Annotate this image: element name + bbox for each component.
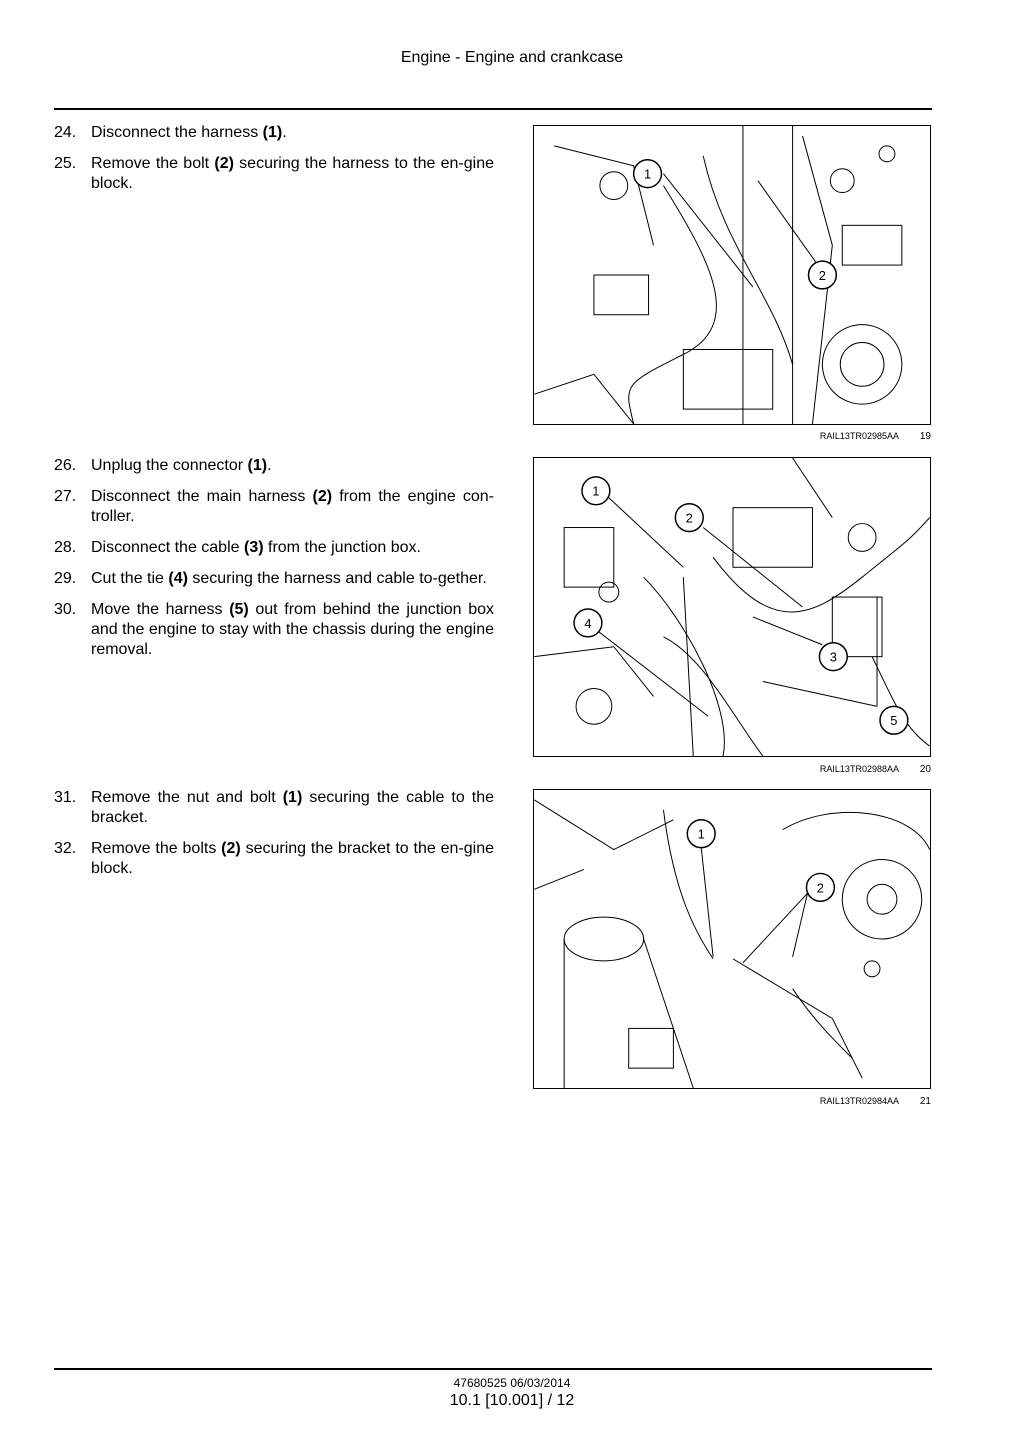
svg-text:3: 3	[829, 649, 837, 665]
step-31: 31. Remove the nut and bolt (1) securing the cable to the bracket.	[54, 789, 495, 826]
step-29: 29. Cut the tie (4) securing the harness and cable to-gether.	[54, 570, 487, 587]
figure-20-caption: RAIL13TR02988AA 20	[819, 764, 931, 775]
svg-text:4: 4	[584, 615, 592, 631]
figure-20-callout-5	[880, 706, 908, 734]
figure-20-callout-4	[574, 609, 602, 637]
svg-text:1: 1	[592, 483, 600, 499]
steps-group-2	[54, 456, 494, 671]
figure-20-callout-3	[819, 643, 847, 671]
step-28: 28. Disconnect the cable (3) from the junction box.	[54, 539, 421, 556]
step-32: 32. Remove the bolts (2) securing the bracket to the en-gine block.	[54, 840, 494, 877]
figure-19-callout-2	[808, 261, 836, 289]
step-26: 26. Unplug the connector (1).	[54, 457, 272, 474]
svg-text:2: 2	[818, 267, 826, 283]
svg-text:1: 1	[697, 826, 705, 842]
step-27: 27. Disconnect the main harness (2) from the engine con-troller.	[54, 488, 494, 525]
step-25: 25. Remove the bolt (2) securing the harness to the en-gine block.	[54, 155, 494, 192]
figure-20-callout-1	[582, 477, 610, 505]
svg-text:2: 2	[685, 510, 693, 526]
figure-21-illustration	[533, 789, 931, 1089]
page-header: Engine - Engine and crankcase	[400, 49, 624, 66]
footer-page-number: 10.1 [10.001] / 12	[449, 1392, 575, 1409]
figure-19-caption: RAIL13TR02985AA 19	[819, 431, 931, 442]
figure-19-illustration	[533, 125, 931, 425]
header-rule	[54, 108, 932, 110]
figure-20-callout-2	[675, 504, 703, 532]
figure-21-callout-1	[687, 820, 715, 848]
steps-group-1	[54, 123, 494, 205]
figure-21-caption: RAIL13TR02984AA 21	[819, 1096, 931, 1107]
svg-text:1: 1	[643, 166, 652, 182]
figure-21-callout-2	[807, 873, 835, 901]
step-30: 30. Move the harness (5) out from behind the junction box and the engine to stay with the chassis during the engine removal.	[54, 601, 495, 658]
steps-group-3	[54, 788, 494, 890]
svg-text:5: 5	[890, 713, 898, 729]
footer-rule	[54, 1368, 932, 1370]
step-24: 24. Disconnect the harness (1).	[54, 124, 287, 141]
figure-20-illustration	[533, 457, 931, 757]
footer-doc-id: 47680525 06/03/2014	[453, 1376, 571, 1390]
figure-19-callout-1	[634, 160, 662, 188]
svg-text:2: 2	[816, 880, 825, 896]
